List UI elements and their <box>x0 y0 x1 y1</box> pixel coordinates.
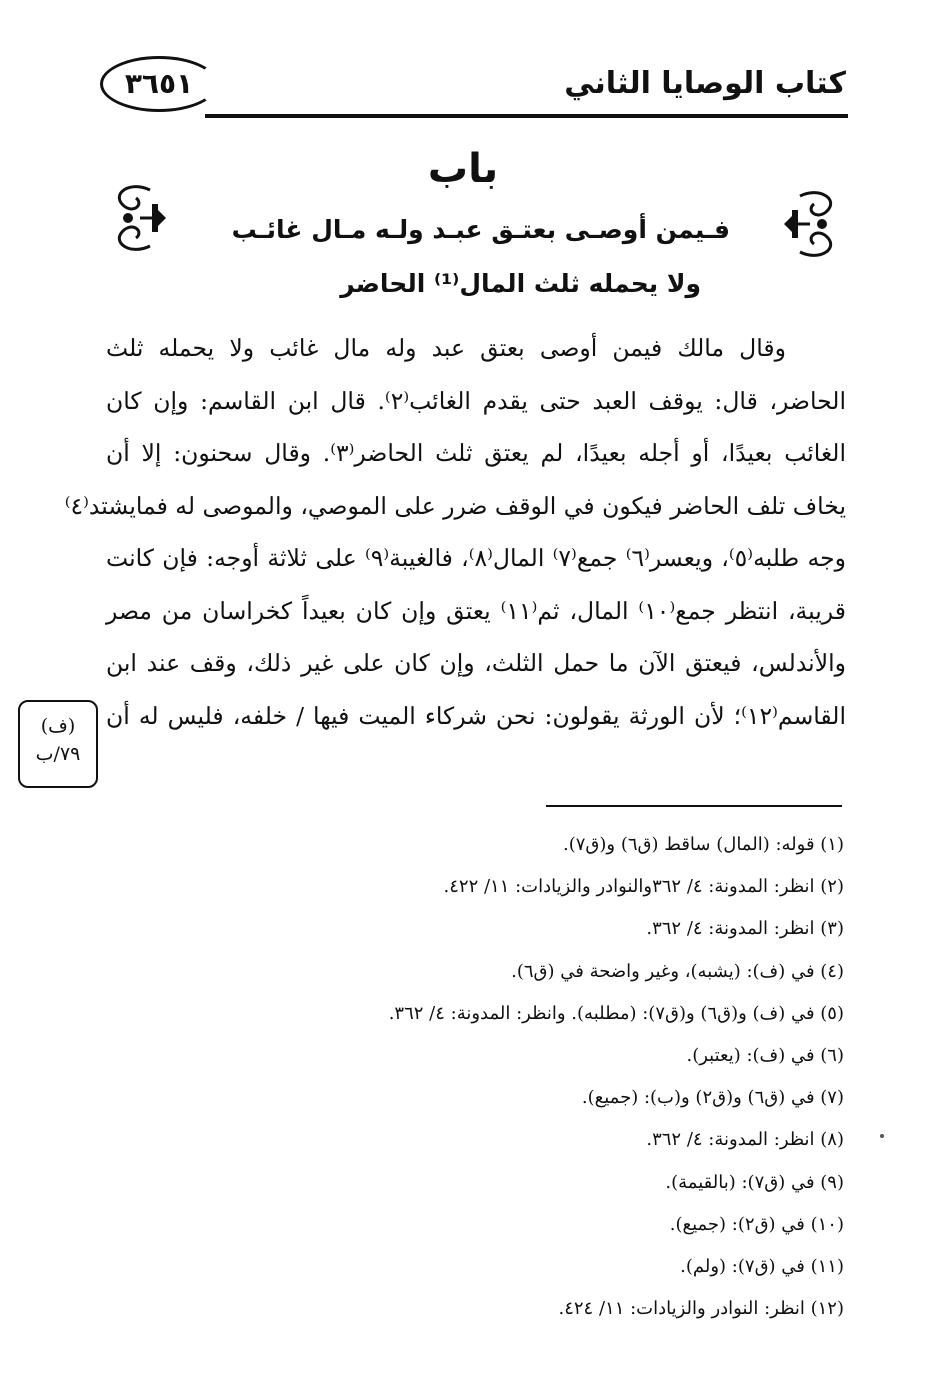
footnote: (٤) في (ف): (يشبه)، وغير واضحة في (ق٦). <box>511 960 844 982</box>
body-line: الحاضر، قال: يوقف العبد حتى يقدم الغائب⁽٢⁾. قال ابن القاسم: وإن كان <box>106 386 846 415</box>
header-rule <box>205 114 848 118</box>
footnote: (١٢) انظر: النوادر والزيادات: ١١/ ٤٢٤. <box>558 1298 844 1320</box>
body-line: وقال مالك فيمن أوصى بعتق عبد وله مال غائب ولا يحمله ثلث <box>106 334 786 362</box>
floral-ornament-icon <box>780 186 846 262</box>
footnote: (١١) في (ق٧): (ولم). <box>680 1255 844 1277</box>
running-header-title: كتاب الوصايا الثاني <box>564 66 846 101</box>
chapter-subtitle-line-2: ولا يحمله ثلث المال⁽¹⁾ الحاضر <box>340 269 701 298</box>
body-line: الغائب بعيدًا، أو أجله بعيدًا، لم يعتق ثلث الحاضر⁽٣⁾. وقال سحنون: إلا أن <box>106 439 846 467</box>
body-line: وجه طلبه⁽٥⁾، ويعسر⁽٦⁾ جمع⁽٧⁾ المال⁽٨⁾، فالغيبة⁽٩⁾ على ثلاثة أوجه: فإن كانت <box>106 544 846 572</box>
chapter-subtitle-line-1: فـيمن أوصـى بعتـق عبـد ولـه مـال غائـب <box>231 215 730 244</box>
footnote: (٩) في (ق٧): (بالقيمة). <box>665 1171 844 1193</box>
floral-ornament-icon <box>104 180 170 256</box>
manuscript-folio-note <box>18 700 98 788</box>
body-paragraph <box>64 322 846 742</box>
footnote: (٦) في (ف): (يعتبر). <box>686 1044 844 1066</box>
body-line: قريبة، انتظر جمع⁽١٠⁾ المال، ثم⁽١١⁾ يعتق وإن كان بعيداً كخراسان من مصر <box>106 596 846 625</box>
footnote: (٣) انظر: المدونة: ٤/ ٣٦٢. <box>646 918 844 940</box>
body-line: والأندلس، فيعتق الآن ما حمل الثلث، وإن كان على غير ذلك، وقف عند ابن <box>106 649 846 677</box>
footnote: (٧) في (ق٦) و(ق٢) و(ب): (جميع). <box>581 1087 844 1109</box>
footnotes <box>84 824 844 1330</box>
footnote-separator <box>546 805 842 807</box>
scan-speck <box>880 1134 884 1138</box>
folio-note-line: (ف) <box>40 715 76 737</box>
body-line: القاسم⁽١٢⁾؛ لأن الورثة يقولون: نحن شركاء الميت فيها / خلفه، فليس له أن <box>106 701 846 730</box>
footnote: (٢) انظر: المدونة: ٤/ ٣٦٢والنوادر والزيادات: ١١/ ٤٢٢. <box>443 876 844 898</box>
footnote: (٨) انظر: المدونة: ٤/ ٣٦٢. <box>646 1129 844 1151</box>
chapter-heading: باب <box>427 146 499 192</box>
footnote: (٥) في (ف) و(ق٦) و(ق٧): (مطلبه). وانظر: المدونة: ٤/ ٣٦٢. <box>388 1002 844 1024</box>
footnote: (١) قوله: (المال) ساقط (ق٦) و(ق٧). <box>563 834 844 855</box>
body-line: يخاف تلف الحاضر فيكون في الوقف ضرر على الموصي، والموصى له فمايشتد⁽٤⁾ <box>64 491 846 520</box>
footnote: (١٠) في (ق٢): (جميع). <box>669 1213 844 1235</box>
page-number-badge: ٣٦٥١ <box>100 56 218 112</box>
folio-note-line: ٧٩/ب <box>35 743 81 765</box>
